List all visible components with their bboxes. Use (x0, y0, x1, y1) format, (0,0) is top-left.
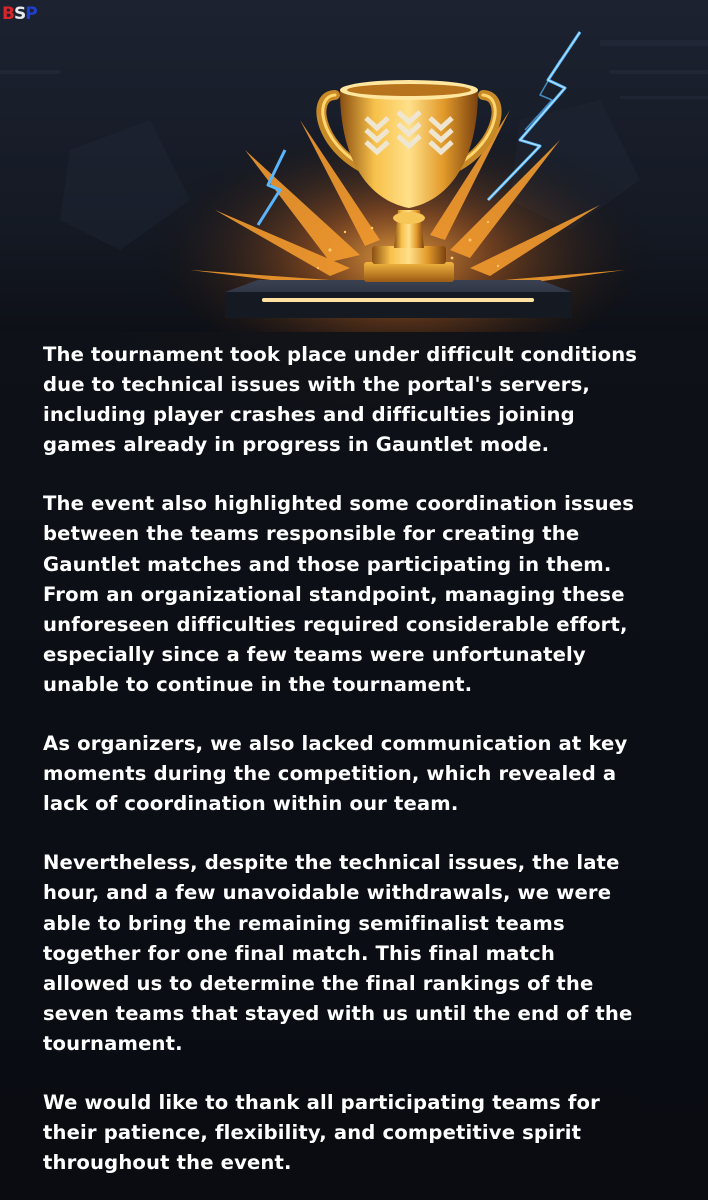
bsp-logo (2, 4, 37, 24)
announcement-text (43, 340, 683, 1200)
logo-letter-s: S (13, 4, 26, 24)
hero-illustration (0, 0, 708, 332)
logo-letter-p: P (25, 4, 37, 24)
paragraph-thanks: We would like to thank all participating teams for their patience, flexibility, and competitive spirit throughout the event. (43, 1090, 600, 1175)
paragraph-coordination-issues: The event also highlighted some coordination issues between the teams responsible for creating the Gauntlet matches and those participating in them. From an organizational standpoint, managing these unforeseen difficulties required considerable effort, especially since a few teams were unfortunately unable to continue in the tournament. (43, 492, 635, 696)
hero-banner (0, 0, 708, 332)
paragraph-communication: As organizers, we also lacked communication at key moments during the competition, which revealed a lack of coordination within our team. (43, 732, 628, 816)
paragraph-final-match: Nevertheless, despite the technical issues, the late hour, and a few unavoidable withdrawals, we were able to bring the remaining semifinalist teams together for one final match. This final match allowed us to determine the final rankings of the seven teams that stayed with us until the end of the tournament. (43, 851, 633, 1055)
pedestal (225, 280, 572, 318)
logo-letter-b: B (2, 4, 14, 24)
paragraph-technical-issues: The tournament took place under difficult conditions due to technical issues with the portal's servers, including player crashes and difficulties joining games already in progress in Gauntlet mode. (43, 343, 638, 457)
